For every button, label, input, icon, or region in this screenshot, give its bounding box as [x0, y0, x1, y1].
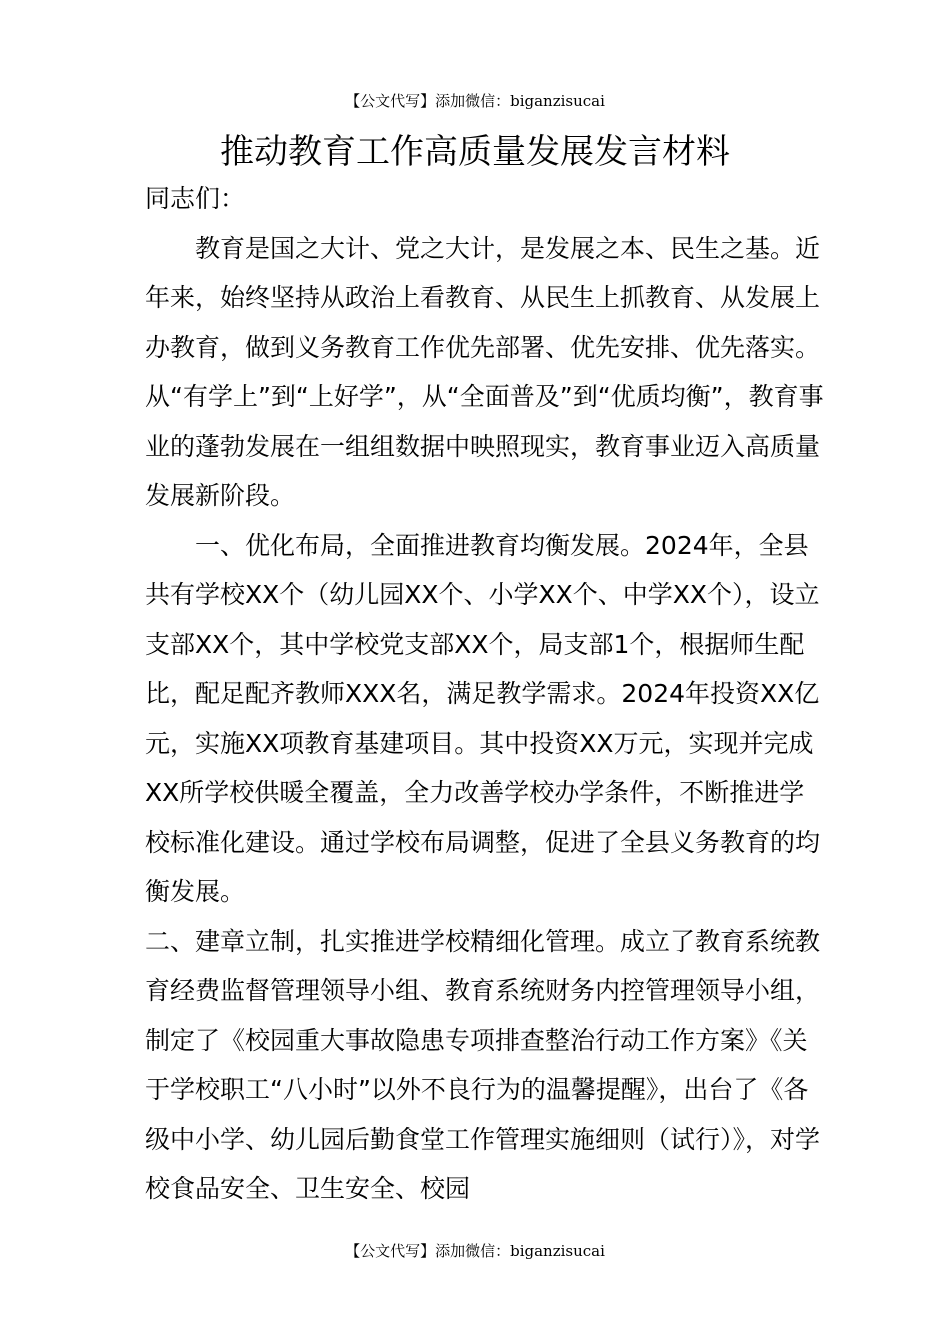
document-body: [145, 174, 825, 1214]
paragraph-section-2: 二、建章立制，扎实推进学校精细化管理。成立了教育系统教育经费监督管理领导小组、教育系统财务内控管理领导小组，制定了《校园重大事故隐患专项排查整治行动工作方案》《关于学校职工“八小时”以外不良行为的温馨提醒》，出台了《各级中小学、幼儿园后勤食堂工作管理实施细则（试行）》，对学校食品安全、卫生安全、校园: [145, 926, 821, 1203]
footer-note: 【公文代写】添加微信：biganzisucai: [345, 1242, 605, 1260]
greeting: 同志们：: [145, 184, 246, 213]
paragraph-intro: 教育是国之大计、党之大计，是发展之本、民生之基。近年来，始终坚持从政治上看教育、从民生上抓教育、从发展上办教育，做到义务教育工作优先部署、优先安排、优先落实。从“有学上”到“上好学”，从“全面普及”到“优质均衡”，教育事业的蓬勃发展在一组组数据中映照现实，教育事业迈入高质量发展新阶段。: [145, 233, 824, 510]
header-note: 【公文代写】添加微信：biganzisucai: [345, 92, 605, 110]
paragraph-section-1: 一、优化布局，全面推进教育均衡发展。2024年，全县共有学校XX个（幼儿园XX个、小学XX个、中学XX个），设立支部XX个，其中学校党支部XX个，局支部1个，根据师生配比，配足配齐教师XXX名，满足教学需求。2024年投资XX亿元，实施XX项教育基建项目。其中投资XX万元，实现并完成XX所学校供暖全覆盖，全力改善学校办学条件，不断推进学校标准化建设。通过学校布局调整，促进了全县义务教育的均衡发展。: [145, 530, 821, 906]
document-title: 推动教育工作高质量发展发言材料: [220, 132, 730, 172]
